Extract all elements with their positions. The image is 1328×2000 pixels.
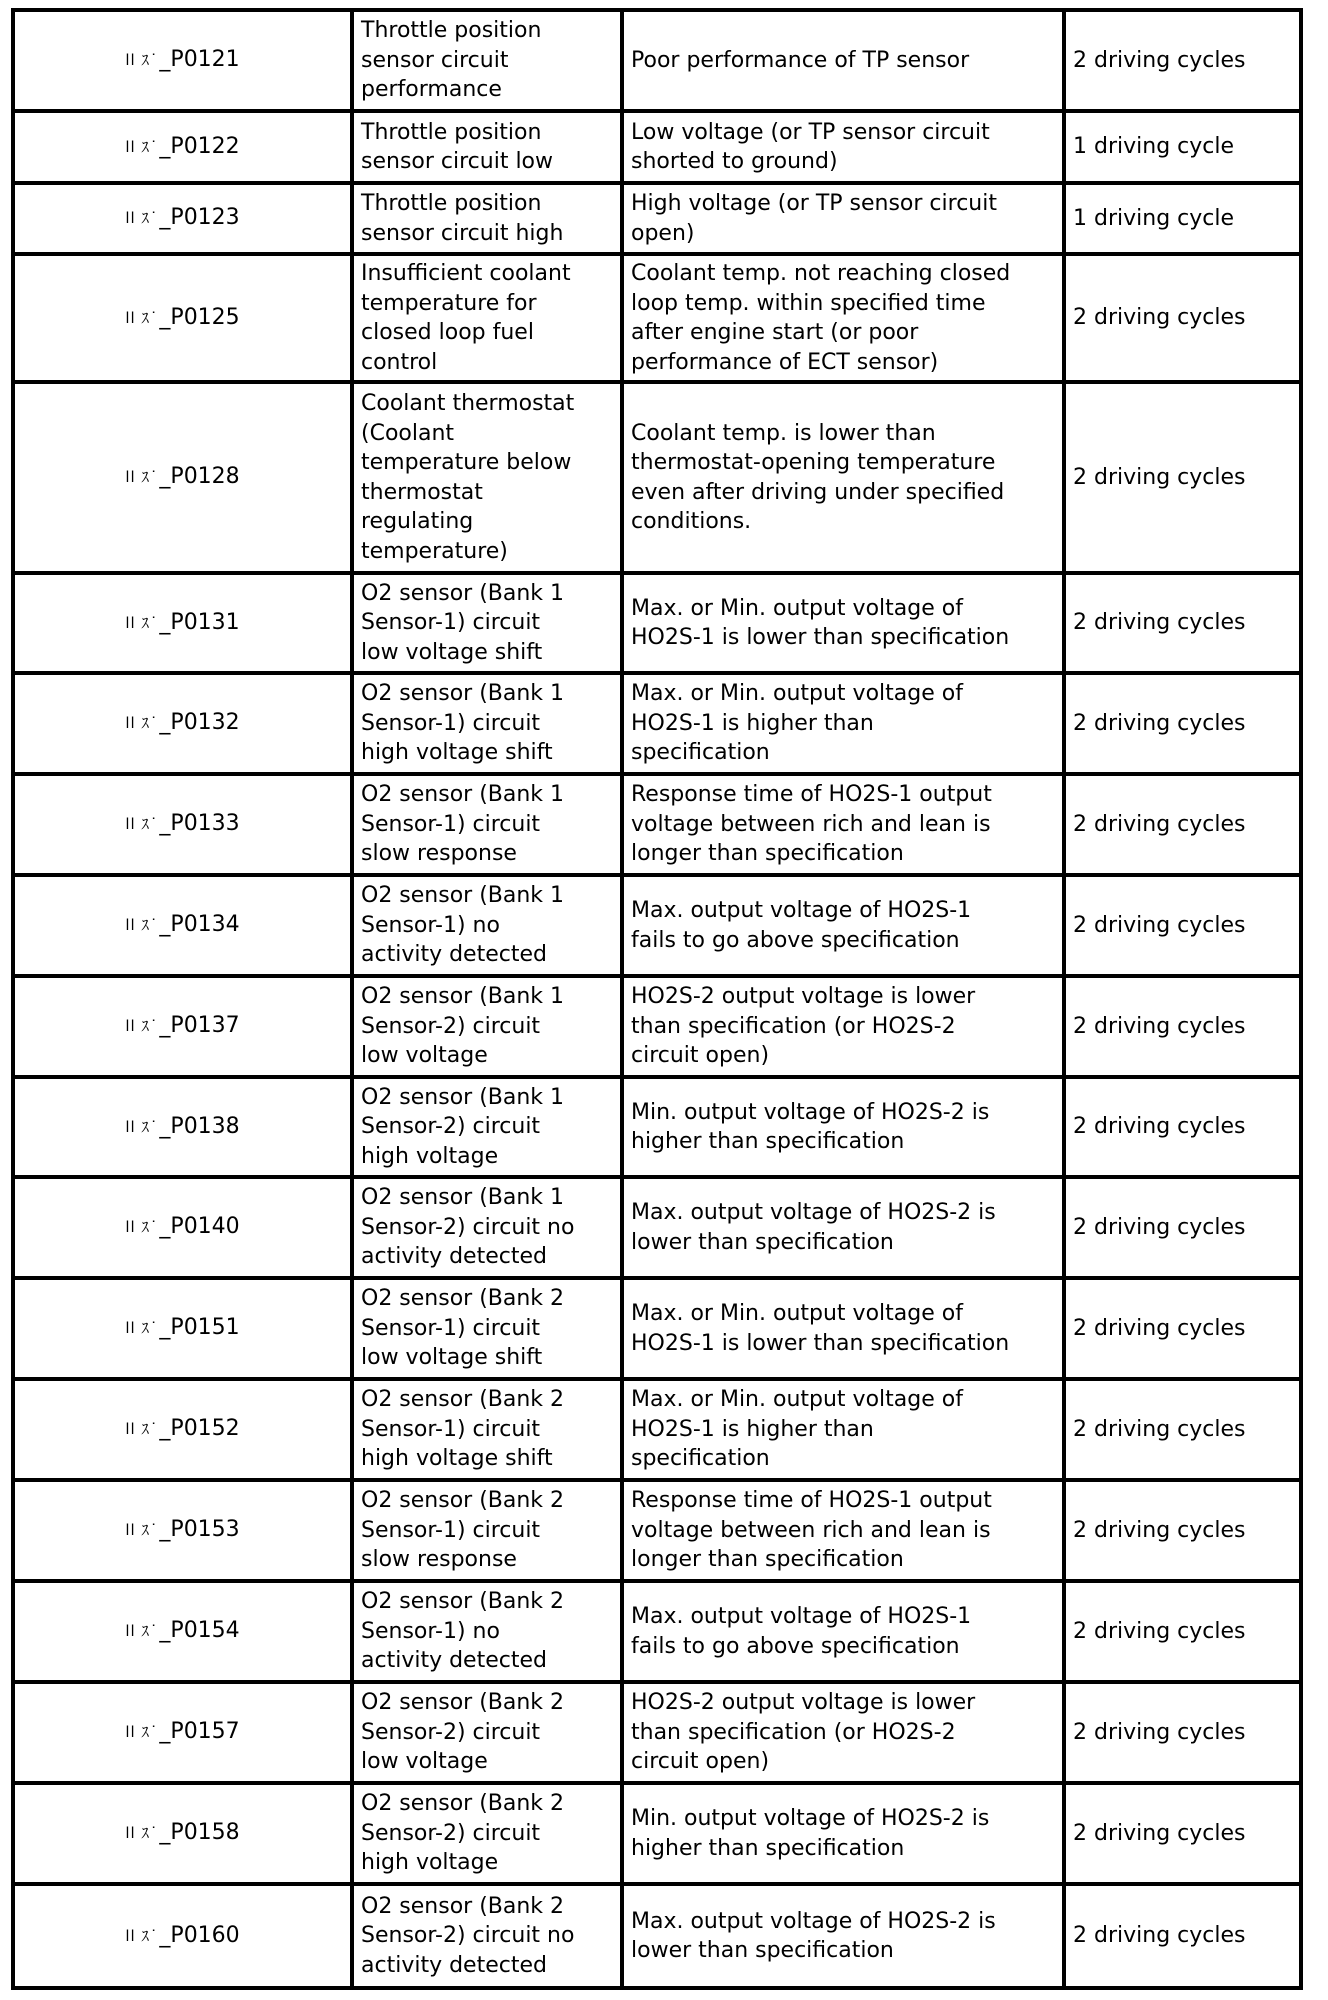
dtc-code-cell: [13, 1278, 352, 1379]
trip-cell: 2 driving cycles: [1064, 673, 1301, 774]
table-row: [13, 10, 1301, 111]
dtc-code: _P0152: [159, 1416, 240, 1442]
garbled-glyph-icon: ll ｽ˙: [125, 815, 159, 834]
detection-cell: Low voltage (or TP sensor circuit shorted to ground): [622, 111, 1064, 183]
garbled-glyph-icon: ll ｽ˙: [125, 1420, 159, 1439]
garbled-glyph-icon: ll ｽ˙: [125, 468, 159, 487]
table-row: [13, 1077, 1301, 1177]
dtc-code-cell: [13, 673, 352, 774]
table-row: [13, 1884, 1301, 1988]
trip-cell: 1 driving cycle: [1064, 111, 1301, 183]
dtc-code-cell: [13, 382, 352, 573]
dtc-code-cell: [13, 183, 352, 254]
detection-cell: HO2S-2 output voltage is lower than specification (or HO2S-2 circuit open): [622, 1682, 1064, 1783]
trip-cell: 2 driving cycles: [1064, 1783, 1301, 1884]
table-row: [13, 111, 1301, 183]
dtc-code: _P0158: [159, 1820, 240, 1846]
garbled-glyph-icon: ll ｽ˙: [125, 613, 159, 632]
dtc-code: _P0123: [159, 205, 240, 231]
dtc-code-cell: [13, 111, 352, 183]
detection-cell: Max. or Min. output voltage of HO2S-1 is higher than specification: [622, 673, 1064, 774]
detection-cell: Max. or Min. output voltage of HO2S-1 is lower than specification: [622, 573, 1064, 673]
table-row: [13, 254, 1301, 382]
trip-cell: 2 driving cycles: [1064, 774, 1301, 875]
dtc-code: _P0138: [159, 1113, 240, 1139]
table-row: [13, 183, 1301, 254]
table-row: [13, 1682, 1301, 1783]
dtc-code-cell: [13, 1379, 352, 1480]
table-row: [13, 1783, 1301, 1884]
table-row: [13, 1278, 1301, 1379]
garbled-glyph-icon: ll ｽ˙: [125, 714, 159, 733]
trip-cell: 2 driving cycles: [1064, 1379, 1301, 1480]
table-row: [13, 1480, 1301, 1581]
dtc-code: _P0125: [159, 304, 240, 330]
garbled-glyph-icon: ll ｽ˙: [125, 1723, 159, 1742]
garbled-glyph-icon: ll ｽ˙: [125, 1622, 159, 1641]
detection-cell: Coolant temp. not reaching closed loop temp. within specified time after engine start (or poor performance of ECT sensor): [622, 254, 1064, 382]
dtc-code: _P0157: [159, 1719, 240, 1745]
trip-cell: 2 driving cycles: [1064, 875, 1301, 976]
detection-cell: Max. output voltage of HO2S-2 is lower than specification: [622, 1884, 1064, 1988]
condition-cell: O2 sensor (Bank 1 Sensor-2) circuit low voltage: [352, 976, 622, 1077]
dtc-code-cell: [13, 1177, 352, 1278]
garbled-glyph-icon: ll ｽ˙: [125, 1824, 159, 1843]
condition-cell: O2 sensor (Bank 1 Sensor-1) circuit low voltage shift: [352, 573, 622, 673]
trip-cell: 2 driving cycles: [1064, 1177, 1301, 1278]
dtc-code: _P0122: [159, 133, 240, 159]
dtc-code: _P0137: [159, 1013, 240, 1039]
trip-cell: 2 driving cycles: [1064, 573, 1301, 673]
dtc-code: _P0160: [159, 1922, 240, 1948]
condition-cell: O2 sensor (Bank 1 Sensor-1) circuit high voltage shift: [352, 673, 622, 774]
condition-cell: Throttle position sensor circuit low: [352, 111, 622, 183]
condition-cell: O2 sensor (Bank 2 Sensor-2) circuit no activity detected: [352, 1884, 622, 1988]
dtc-code-cell: [13, 875, 352, 976]
trip-cell: 2 driving cycles: [1064, 1077, 1301, 1177]
condition-cell: O2 sensor (Bank 1 Sensor-2) circuit no activity detected: [352, 1177, 622, 1278]
trip-cell: 2 driving cycles: [1064, 10, 1301, 111]
table-row: [13, 382, 1301, 573]
detection-cell: Max. output voltage of HO2S-1 fails to go above specification: [622, 1581, 1064, 1682]
dtc-code-cell: [13, 976, 352, 1077]
dtc-code: _P0154: [159, 1618, 240, 1644]
condition-cell: Throttle position sensor circuit performance: [352, 10, 622, 111]
table-row: [13, 673, 1301, 774]
detection-cell: Poor performance of TP sensor: [622, 10, 1064, 111]
trip-cell: 2 driving cycles: [1064, 976, 1301, 1077]
trip-cell: 2 driving cycles: [1064, 1682, 1301, 1783]
garbled-glyph-icon: ll ｽ˙: [125, 209, 159, 228]
dtc-code-cell: [13, 254, 352, 382]
condition-cell: O2 sensor (Bank 1 Sensor-1) no activity detected: [352, 875, 622, 976]
garbled-glyph-icon: ll ｽ˙: [125, 916, 159, 935]
table-row: [13, 875, 1301, 976]
detection-cell: Max. output voltage of HO2S-1 fails to go above specification: [622, 875, 1064, 976]
table-row: [13, 1581, 1301, 1682]
trip-cell: 2 driving cycles: [1064, 1581, 1301, 1682]
trip-cell: 2 driving cycles: [1064, 1278, 1301, 1379]
dtc-code: _P0153: [159, 1517, 240, 1543]
detection-cell: Max. or Min. output voltage of HO2S-1 is lower than specification: [622, 1278, 1064, 1379]
dtc-code: _P0140: [159, 1214, 240, 1240]
dtc-code-cell: [13, 1480, 352, 1581]
detection-cell: Min. output voltage of HO2S-2 is higher than specification: [622, 1783, 1064, 1884]
condition-cell: Insufficient coolant temperature for closed loop fuel control: [352, 254, 622, 382]
condition-cell: O2 sensor (Bank 2 Sensor-2) circuit low voltage: [352, 1682, 622, 1783]
dtc-code-cell: [13, 1682, 352, 1783]
condition-cell: Throttle position sensor circuit high: [352, 183, 622, 254]
garbled-glyph-icon: ll ｽ˙: [125, 1521, 159, 1540]
dtc-code-cell: [13, 1783, 352, 1884]
garbled-glyph-icon: ll ｽ˙: [125, 51, 159, 70]
garbled-glyph-icon: ll ｽ˙: [125, 1017, 159, 1036]
dtc-code-cell: [13, 573, 352, 673]
condition-cell: O2 sensor (Bank 2 Sensor-1) circuit high voltage shift: [352, 1379, 622, 1480]
table-row: [13, 976, 1301, 1077]
trip-cell: 2 driving cycles: [1064, 1480, 1301, 1581]
dtc-code: _P0121: [159, 47, 240, 73]
condition-cell: O2 sensor (Bank 1 Sensor-1) circuit slow response: [352, 774, 622, 875]
detection-cell: Response time of HO2S-1 output voltage between rich and lean is longer than specification: [622, 1480, 1064, 1581]
garbled-glyph-icon: ll ｽ˙: [125, 1117, 159, 1136]
trip-cell: 1 driving cycle: [1064, 183, 1301, 254]
table-row: [13, 1177, 1301, 1278]
dtc-code-cell: [13, 10, 352, 111]
garbled-glyph-icon: ll ｽ˙: [125, 1319, 159, 1338]
condition-cell: O2 sensor (Bank 2 Sensor-1) circuit slow response: [352, 1480, 622, 1581]
trip-cell: 2 driving cycles: [1064, 382, 1301, 573]
dtc-code-cell: [13, 1077, 352, 1177]
condition-cell: O2 sensor (Bank 2 Sensor-2) circuit high voltage: [352, 1783, 622, 1884]
trip-cell: 2 driving cycles: [1064, 254, 1301, 382]
dtc-code: _P0133: [159, 811, 240, 837]
dtc-code-cell: [13, 1581, 352, 1682]
dtc-code: _P0128: [159, 464, 240, 490]
detection-cell: High voltage (or TP sensor circuit open): [622, 183, 1064, 254]
detection-cell: Max. or Min. output voltage of HO2S-1 is higher than specification: [622, 1379, 1064, 1480]
detection-cell: HO2S-2 output voltage is lower than specification (or HO2S-2 circuit open): [622, 976, 1064, 1077]
condition-cell: O2 sensor (Bank 1 Sensor-2) circuit high voltage: [352, 1077, 622, 1177]
trip-cell: 2 driving cycles: [1064, 1884, 1301, 1988]
dtc-code: _P0151: [159, 1315, 240, 1341]
condition-cell: Coolant thermostat (Coolant temperature below thermostat regulating temperature): [352, 382, 622, 573]
detection-cell: Coolant temp. is lower than thermostat-opening temperature even after driving under specified conditions.: [622, 382, 1064, 573]
dtc-code: _P0132: [159, 710, 240, 736]
dtc-code: _P0134: [159, 912, 240, 938]
garbled-glyph-icon: ll ｽ˙: [125, 308, 159, 327]
detection-cell: Max. output voltage of HO2S-2 is lower than specification: [622, 1177, 1064, 1278]
dtc-code-cell: [13, 774, 352, 875]
table-row: [13, 774, 1301, 875]
garbled-glyph-icon: ll ｽ˙: [125, 137, 159, 156]
dtc-code: _P0131: [159, 609, 240, 635]
condition-cell: O2 sensor (Bank 2 Sensor-1) circuit low voltage shift: [352, 1278, 622, 1379]
detection-cell: Min. output voltage of HO2S-2 is higher than specification: [622, 1077, 1064, 1177]
dtc-table: [11, 8, 1303, 1990]
detection-cell: Response time of HO2S-1 output voltage between rich and lean is longer than specification: [622, 774, 1064, 875]
dtc-code-cell: [13, 1884, 352, 1988]
condition-cell: O2 sensor (Bank 2 Sensor-1) no activity detected: [352, 1581, 622, 1682]
garbled-glyph-icon: ll ｽ˙: [125, 1926, 159, 1945]
table-row: [13, 573, 1301, 673]
garbled-glyph-icon: ll ｽ˙: [125, 1218, 159, 1237]
table-row: [13, 1379, 1301, 1480]
